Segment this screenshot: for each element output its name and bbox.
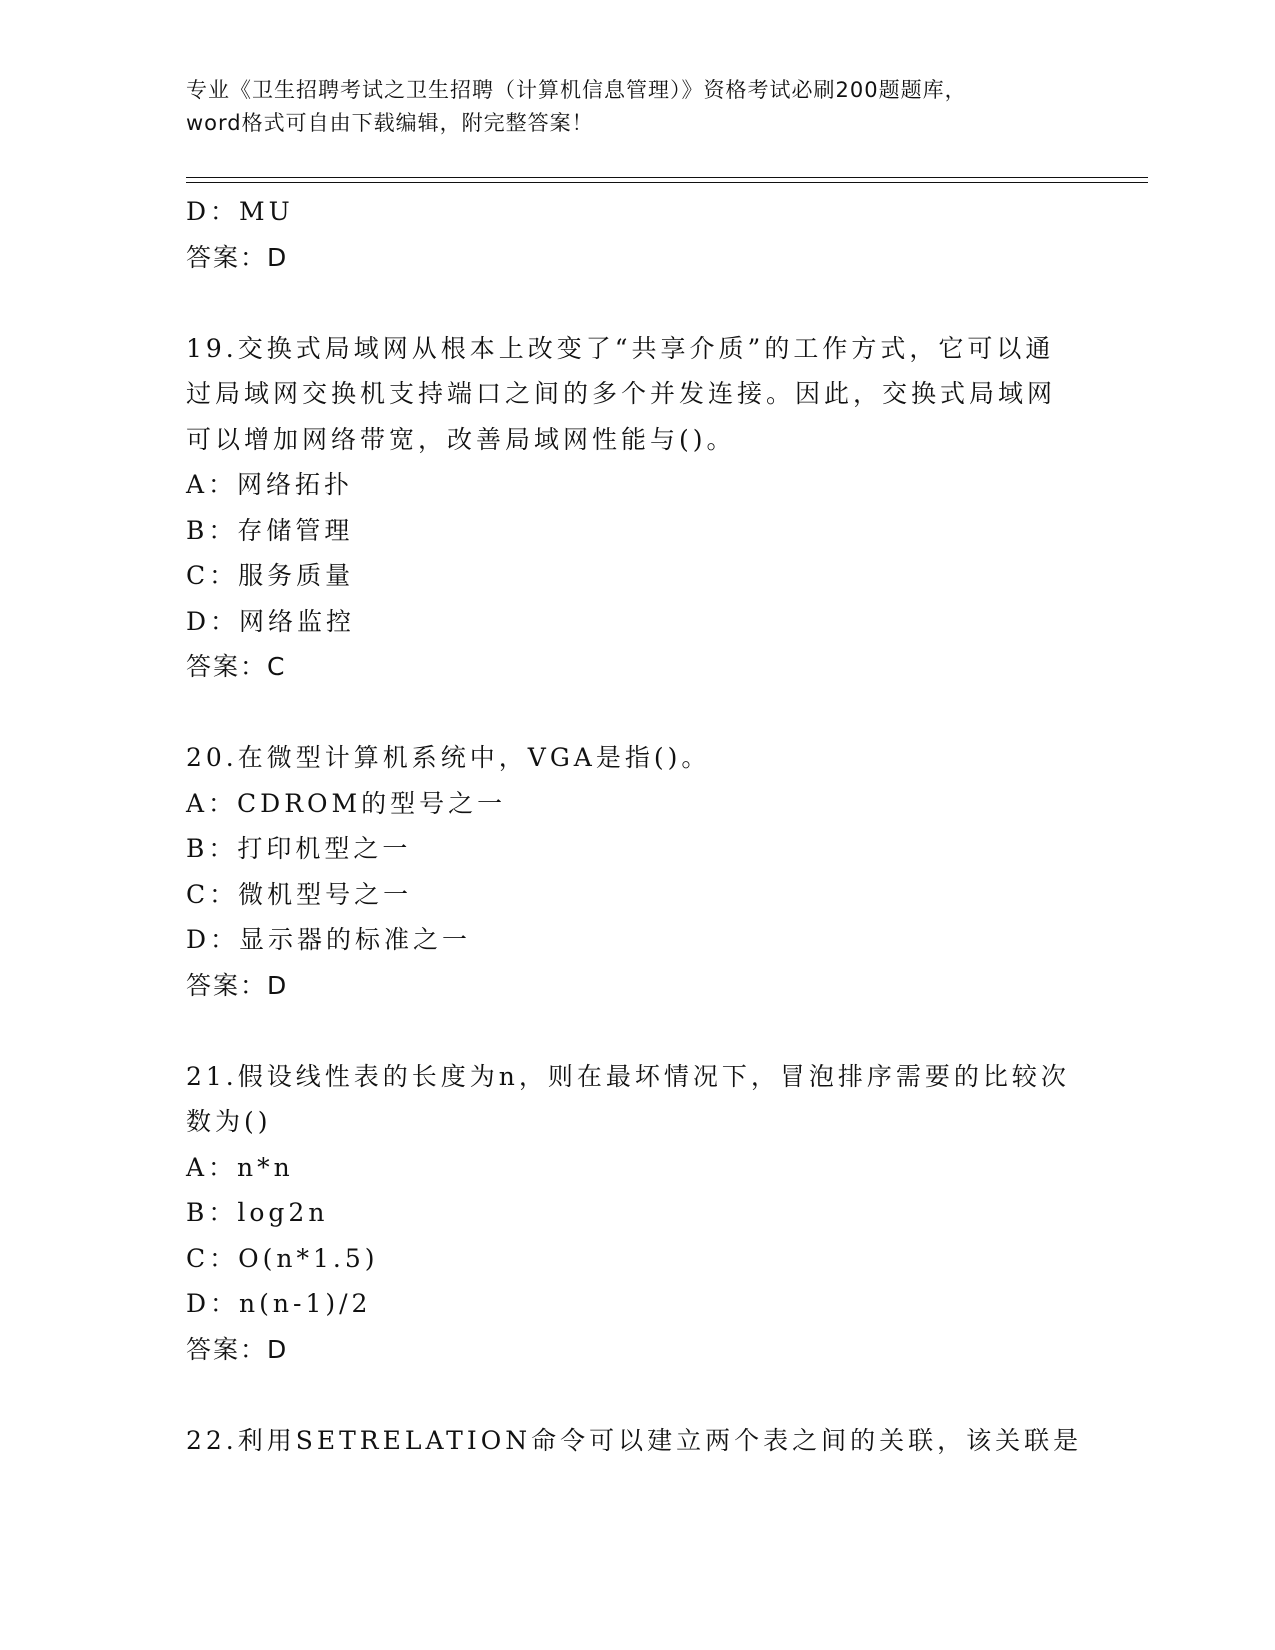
question-22 (186, 1418, 1086, 1464)
option-b: B：存储管理 (186, 515, 354, 545)
answer: 答案：D (186, 970, 289, 1000)
question-stem-line: 21.假设线性表的长度为n，则在最坏情况下，冒泡排序需要的比较次 (186, 1061, 1070, 1091)
question-stem-line: 过局域网交换机支持端口之间的多个并发连接。因此，交换式局域网 (186, 379, 1057, 408)
option-c: C：微机型号之一 (186, 879, 413, 909)
question-19 (186, 326, 1086, 690)
question-stem-line: 22.利用SETRELATION命令可以建立两个表之间的关联，该关联是 (186, 1425, 1083, 1455)
header-divider-top (186, 177, 1148, 178)
question-stem-line: 可以增加网络带宽，改善局域网性能与()。 (186, 424, 736, 454)
option-c: C：O(n*1.5) (186, 1243, 379, 1273)
question-20 (186, 735, 1086, 1008)
answer: 答案：C (186, 652, 287, 681)
spacer (186, 280, 1086, 326)
answer: 答案：D (186, 1334, 289, 1364)
option-d: D：n(n-1)/2 (186, 1289, 372, 1318)
option-b: B：打印机型之一 (186, 834, 412, 863)
question-stem-line: 数为() (186, 1107, 272, 1136)
spacer (186, 1372, 1086, 1418)
previous-answer: 答案：D (186, 242, 289, 272)
option-d: D：网络监控 (186, 606, 356, 636)
option-c: C：服务质量 (186, 561, 355, 590)
question-content (186, 189, 1086, 1463)
option-d: D：显示器的标准之一 (186, 925, 472, 954)
option-a: A：CDROM的型号之一 (186, 788, 507, 818)
option-a: A：网络拓扑 (186, 470, 354, 499)
header-divider-bottom (186, 182, 1148, 183)
header-title-line-1: 专业《卫生招聘考试之卫生招聘（计算机信息管理）》资格考试必刷200题题库， (186, 78, 967, 102)
question-21 (186, 1054, 1086, 1373)
question-stem-line: 19.交换式局域网从根本上改变了“共享介质”的工作方式，它可以通 (186, 333, 1055, 363)
option-b: B：log2n (186, 1198, 329, 1227)
header-title-line-2: word格式可自由下载编辑，附完整答案！ (186, 111, 594, 135)
spacer (186, 1008, 1086, 1054)
document-header (186, 74, 1086, 140)
previous-option-d: D：MU (186, 197, 294, 226)
spacer (186, 690, 1086, 736)
option-a: A：n*n (186, 1152, 294, 1182)
question-stem-line: 20.在微型计算机系统中，VGA是指()。 (186, 743, 711, 772)
